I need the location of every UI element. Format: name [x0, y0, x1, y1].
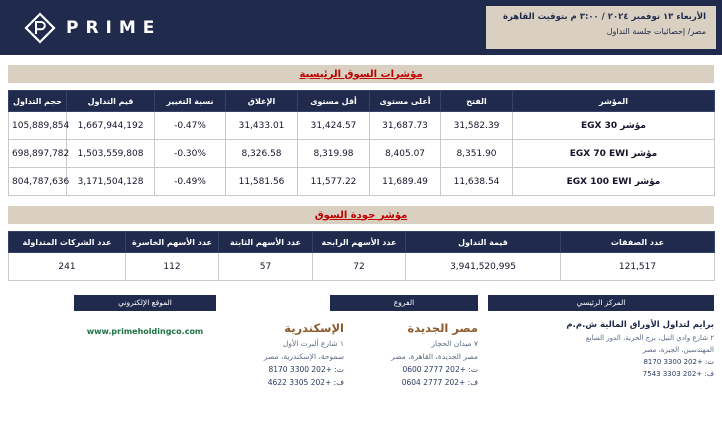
table-row	[9, 112, 715, 140]
col-close: الإغلاق	[226, 91, 298, 112]
col-value: قيمة التداول	[406, 232, 561, 253]
col-open: الفتح	[441, 91, 513, 112]
head-office-section	[488, 295, 714, 387]
high-value: 31,687.73	[370, 112, 441, 140]
top-header	[0, 0, 722, 55]
main-indices-table	[8, 90, 715, 196]
trade-value: 3,171,504,128	[67, 168, 155, 196]
branch-name: الإسكندرية	[284, 321, 344, 335]
main-indices-title: مؤشرات السوق الرئيسية	[299, 68, 423, 80]
head-office-phone: ت: +202 3300 8170	[643, 358, 714, 366]
contact-footer	[8, 295, 714, 387]
table-row	[9, 253, 715, 281]
col-change: نسبة التغيير	[155, 91, 226, 112]
market-quality-title-bar	[8, 206, 714, 224]
head-office-label: المركز الرئيسي	[488, 295, 714, 311]
branch-fax: ف: +202 3305 4622	[267, 378, 344, 387]
low-value: 8,319.98	[298, 140, 370, 168]
market-quality-title: مؤشر جودة السوق	[314, 209, 408, 221]
brand-name: PRIME	[66, 17, 162, 38]
table-row	[9, 140, 715, 168]
branches-section	[226, 295, 478, 387]
col-unchanged: عدد الأسهم الثابتة	[219, 232, 313, 253]
branches-label: الفروع	[330, 295, 478, 311]
low-value: 31,424.57	[298, 112, 370, 140]
close-value: 11,581.56	[226, 168, 298, 196]
companies-count: 241	[9, 253, 126, 281]
change-value: -0.30%	[155, 140, 226, 168]
unchanged-count: 57	[219, 253, 313, 281]
col-high: أعلى مستوى	[370, 91, 441, 112]
close-value: 31,433.01	[226, 112, 298, 140]
col-volume: حجم التداول	[9, 91, 67, 112]
branch-address1: ٧ ميدان الحجاز	[431, 339, 478, 348]
prime-logo-icon	[24, 12, 56, 44]
session-datetime: الأربعاء ١٣ نوفمبر ٢٠٢٤ / ٣:٠٠ م بتوقيت القاهرة	[503, 12, 706, 22]
branch-address2: سموحة، الإسكندرية، مصر	[263, 352, 344, 361]
trading-value: 3,941,520,995	[406, 253, 561, 281]
company-name: برايم لتداول الأوراق المالية ش.م.م	[566, 320, 714, 330]
col-index: المؤشر	[513, 91, 715, 112]
branch-columns	[226, 321, 478, 387]
col-companies: عدد الشركات المتداولة	[9, 232, 126, 253]
col-gainers: عدد الأسهم الرابحة	[313, 232, 406, 253]
brand	[24, 12, 161, 44]
col-value: قيم التداول	[67, 91, 155, 112]
high-value: 8,405.07	[370, 140, 441, 168]
trade-value: 1,667,944,192	[67, 112, 155, 140]
head-office-fax: ف: +202 3303 7543	[642, 370, 714, 378]
head-office-address2: المهندسين، الجيزة، مصر	[642, 346, 714, 354]
market-quality-table	[8, 231, 715, 281]
website-section	[8, 295, 216, 387]
open-value: 31,582.39	[441, 112, 513, 140]
main-indices-title-bar	[8, 65, 714, 83]
col-losers: عدد الأسهم الخاسرة	[126, 232, 219, 253]
quality-header-row	[9, 232, 715, 253]
col-trades: عدد الصفقات	[561, 232, 715, 253]
gainers-count: 72	[313, 253, 406, 281]
website-link[interactable]: www.primeholdingco.com	[86, 327, 204, 336]
branch-fax: ف: +202 2777 0604	[401, 378, 478, 387]
head-office-address1: ٢ شارع وادي النيل، برج الحرية، الدور السابع	[585, 334, 714, 342]
index-name: مؤشر EGX 100 EWI	[513, 168, 715, 196]
trade-volume: 698,897,782	[9, 140, 67, 168]
losers-count: 112	[126, 253, 219, 281]
branch-name: مصر الجديدة	[407, 321, 478, 335]
table-row	[9, 168, 715, 196]
col-low: أقل مستوى	[298, 91, 370, 112]
website-label: الموقع الإلكتروني	[74, 295, 216, 311]
change-value: -0.49%	[155, 168, 226, 196]
branch-alexandria	[226, 321, 344, 387]
branch-phone: ت: +202 3300 8170	[268, 365, 344, 374]
session-subtitle: مصر/ إحصائيات جلسة التداول	[606, 27, 706, 36]
trade-volume: 804,787,636	[9, 168, 67, 196]
open-value: 11,638.54	[441, 168, 513, 196]
branch-address2: مصر الجديدة، القاهرة، مصر	[391, 352, 478, 361]
session-info-box	[486, 6, 716, 49]
trades-count: 121,517	[561, 253, 715, 281]
indices-header-row	[9, 91, 715, 112]
low-value: 11,577.22	[298, 168, 370, 196]
trade-volume: 105,889,854	[9, 112, 67, 140]
branch-phone: ت: +202 2777 0600	[402, 365, 478, 374]
change-value: -0.47%	[155, 112, 226, 140]
close-value: 8,326.58	[226, 140, 298, 168]
high-value: 11,689.49	[370, 168, 441, 196]
index-name: مؤشر EGX 70 EWI	[513, 140, 715, 168]
trade-value: 1,503,559,808	[67, 140, 155, 168]
branch-address1: ١ شارع ألبرت الأول	[282, 339, 344, 348]
index-name: مؤشر EGX 30	[513, 112, 715, 140]
branch-heliopolis	[360, 321, 478, 387]
open-value: 8,351.90	[441, 140, 513, 168]
